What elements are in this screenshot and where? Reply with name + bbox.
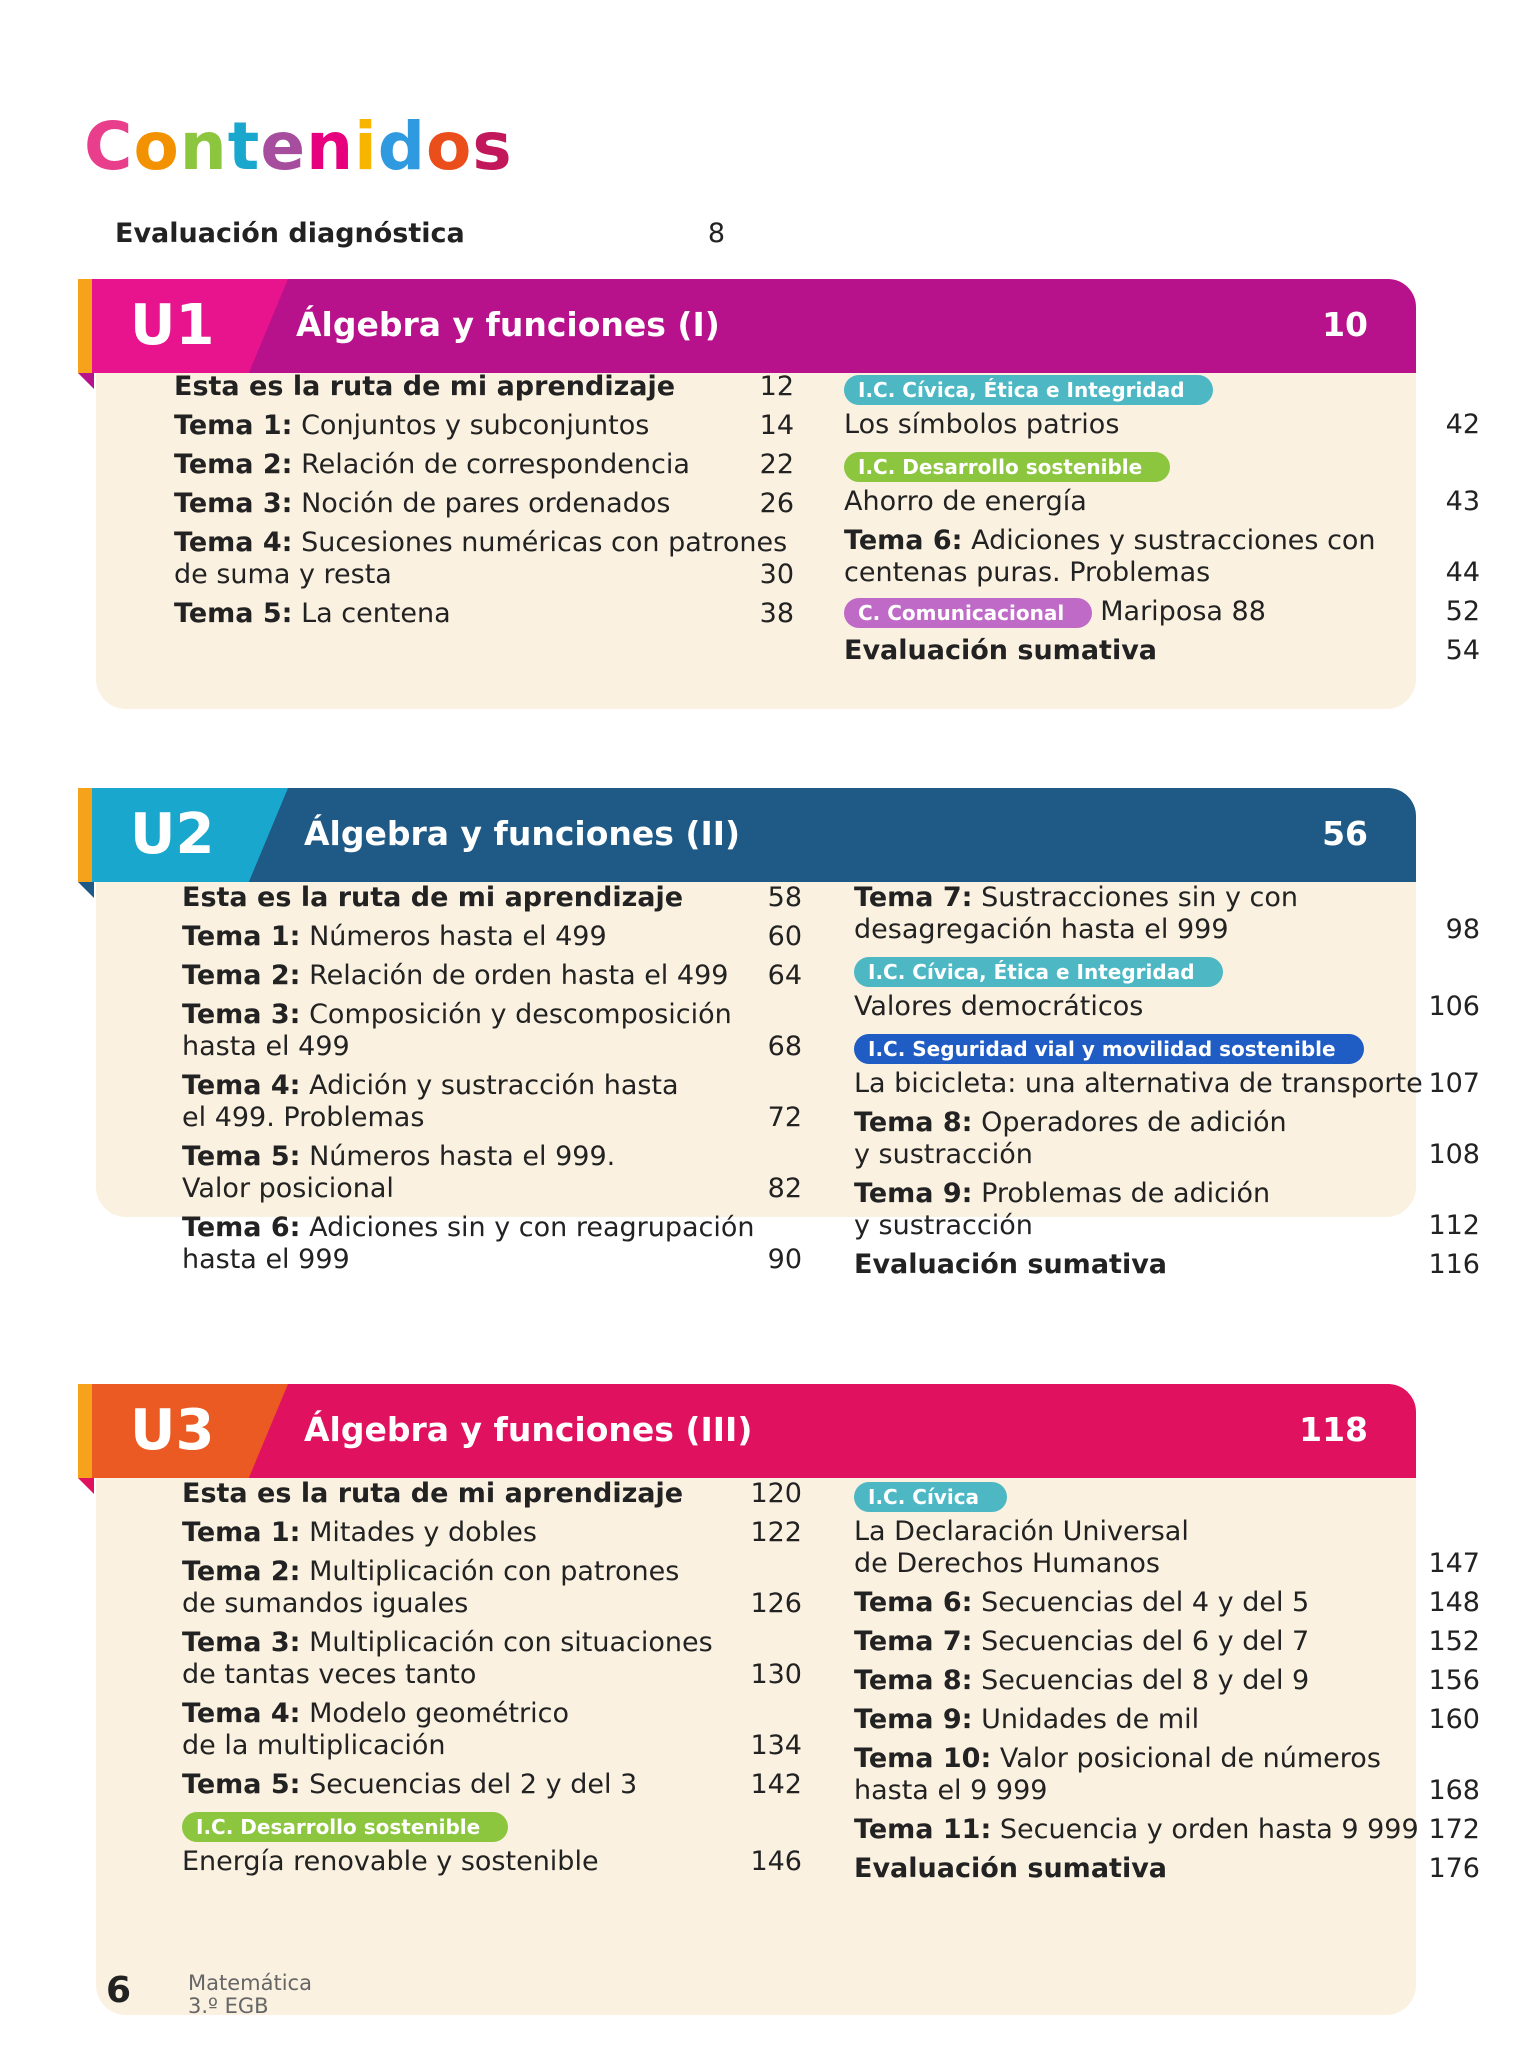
entry-label: Tema 5: xyxy=(182,1769,301,1800)
entry-page: 146 xyxy=(750,1846,802,1877)
footer-grade: 3.º EGB xyxy=(188,1994,269,2018)
page-number: 6 xyxy=(106,1970,132,2011)
entry-text-continued: y sustracción xyxy=(854,1210,1033,1241)
entry-page: 126 xyxy=(750,1588,802,1619)
unit-page: 10 xyxy=(1322,305,1368,344)
entry-page: 90 xyxy=(767,1244,802,1275)
toc-entry[interactable] xyxy=(174,527,794,591)
entry-label: Tema 3: xyxy=(174,488,293,519)
entry-label: Evaluación sumativa xyxy=(854,1249,1168,1280)
toc-entry[interactable] xyxy=(854,1107,1480,1171)
toc-entry[interactable] xyxy=(182,1478,802,1510)
entry-page: 160 xyxy=(1428,1704,1480,1735)
entry-label: Tema 8: xyxy=(854,1665,973,1696)
entry-text: Sustracciones sin y con xyxy=(972,882,1299,913)
entry-text: Adiciones y sustracciones con xyxy=(962,525,1376,556)
category-badge: I.C. Cívica, Ética e Integridad xyxy=(854,957,1223,987)
entry-page: 112 xyxy=(1428,1210,1480,1241)
toc-entry[interactable] xyxy=(854,1814,1480,1846)
title-letter: d xyxy=(377,108,426,185)
entry-page: 52 xyxy=(1445,596,1480,627)
category-badge: I.C. Desarrollo sostenible xyxy=(844,452,1170,482)
toc-entry[interactable] xyxy=(844,525,1480,589)
entry-text-continued: de la multiplicación xyxy=(182,1730,446,1761)
entry-text-continued: hasta el 999 xyxy=(182,1244,350,1275)
entry-text: Secuencias del 6 y del 7 xyxy=(972,1626,1310,1657)
footer-subject: Matemática xyxy=(188,1971,312,1995)
toc-entry[interactable] xyxy=(182,999,802,1063)
unit-fold xyxy=(78,882,94,898)
title-letter: e xyxy=(260,108,307,185)
entry-page: 148 xyxy=(1428,1587,1480,1618)
toc-entry[interactable] xyxy=(854,1587,1480,1619)
toc-entry[interactable] xyxy=(182,1212,802,1276)
entry-page: 82 xyxy=(767,1173,802,1204)
entry-page: 130 xyxy=(750,1659,802,1690)
toc-entry[interactable] xyxy=(854,1249,1480,1281)
toc-entry[interactable] xyxy=(182,1141,802,1205)
entry-text: La bicicleta: una alternativa de transporte xyxy=(854,1068,1423,1099)
entry-text-continued: Valor posicional xyxy=(182,1173,394,1204)
entry-text: Mitades y dobles xyxy=(300,1517,537,1548)
toc-entry[interactable] xyxy=(182,921,802,953)
entry-page: 60 xyxy=(767,921,802,952)
entry-page: 107 xyxy=(1428,1068,1480,1099)
entry-label: Tema 4: xyxy=(182,1698,301,1729)
toc-entry[interactable] xyxy=(174,371,794,403)
entry-page: 12 xyxy=(759,371,794,402)
entry-page: 22 xyxy=(759,449,794,480)
entry-text: Multiplicación con patrones xyxy=(300,1556,680,1587)
toc-entry[interactable] xyxy=(854,1743,1480,1807)
entry-text: Unidades de mil xyxy=(972,1704,1200,1735)
entry-text: Secuencias del 8 y del 9 xyxy=(972,1665,1310,1696)
unit-section-u1 xyxy=(78,279,1480,709)
toc-entry[interactable] xyxy=(854,1704,1480,1736)
entry-page: 172 xyxy=(1428,1814,1480,1845)
entry-text: Secuencias del 4 y del 5 xyxy=(972,1587,1310,1618)
entry-text: La centena xyxy=(292,598,451,629)
entry-page: 72 xyxy=(767,1102,802,1133)
entry-label: Tema 1: xyxy=(182,921,301,952)
entry-label: Tema 1: xyxy=(174,410,293,441)
entry-label: Tema 4: xyxy=(174,527,293,558)
title-letter: i xyxy=(354,108,378,185)
entry-label: Esta es la ruta de mi aprendizaje xyxy=(174,371,676,402)
entry-page: 30 xyxy=(759,559,794,590)
entry-label: Tema 4: xyxy=(182,1070,301,1101)
entry-label: Tema 6: xyxy=(854,1587,973,1618)
entry-label: Tema 5: xyxy=(174,598,293,629)
entry-page: 68 xyxy=(767,1031,802,1062)
toc-entry[interactable] xyxy=(844,596,1480,628)
page-title xyxy=(84,108,513,185)
unit-fold xyxy=(78,373,94,389)
entry-label: Tema 10: xyxy=(854,1743,992,1774)
toc-entry[interactable] xyxy=(844,635,1480,667)
entry-label: Tema 9: xyxy=(854,1704,973,1735)
category-badge: I.C. Desarrollo sostenible xyxy=(182,1812,508,1842)
entry-page: 54 xyxy=(1445,635,1480,666)
toc-entry[interactable] xyxy=(174,410,794,442)
toc-entry[interactable] xyxy=(182,1556,802,1620)
toc-entry[interactable] xyxy=(854,1068,1480,1100)
entry-text-continued: de Derechos Humanos xyxy=(854,1548,1160,1579)
title-letter: t xyxy=(227,108,261,185)
entry-text-continued: hasta el 499 xyxy=(182,1031,350,1062)
unit-fold xyxy=(78,1478,94,1494)
title-letter: n xyxy=(306,108,355,185)
title-letter: C xyxy=(84,108,134,185)
title-letter: o xyxy=(425,108,473,185)
entry-text-continued: de suma y resta xyxy=(174,559,392,590)
entry-label: Tema 8: xyxy=(854,1107,973,1138)
entry-page: 43 xyxy=(1445,486,1480,517)
entry-text: La Declaración Universal xyxy=(854,1516,1189,1547)
entry-text: Relación de correspondencia xyxy=(292,449,690,480)
entry-page: 134 xyxy=(750,1730,802,1761)
entry-text: Mariposa 88 xyxy=(1100,596,1266,627)
entry-text: Conjuntos y subconjuntos xyxy=(292,410,650,441)
entry-label: Tema 9: xyxy=(854,1178,973,1209)
entry-label: Esta es la ruta de mi aprendizaje xyxy=(182,882,684,913)
entry-text-continued: de tantas veces tanto xyxy=(182,1659,477,1690)
unit-title: Álgebra y funciones (I) xyxy=(296,305,720,344)
entry-label: Tema 6: xyxy=(182,1212,301,1243)
toc-entry[interactable] xyxy=(174,449,794,481)
entry-text-continued: el 499. Problemas xyxy=(182,1102,425,1133)
entry-label: Esta es la ruta de mi aprendizaje xyxy=(182,1478,684,1509)
entry-text-continued: hasta el 9 999 xyxy=(854,1775,1048,1806)
entry-page: 168 xyxy=(1428,1775,1480,1806)
toc-entry[interactable] xyxy=(174,488,794,520)
toc-entry[interactable] xyxy=(182,960,802,992)
toc-entry[interactable] xyxy=(854,991,1480,1023)
entry-page: 44 xyxy=(1445,557,1480,588)
category-badge: I.C. Cívica, Ética e Integridad xyxy=(844,375,1213,405)
unit-title: Álgebra y funciones (III) xyxy=(304,1410,753,1449)
diagnostic-entry[interactable] xyxy=(115,218,725,249)
toc-entry[interactable] xyxy=(854,882,1480,946)
entry-page: 38 xyxy=(759,598,794,629)
toc-entry[interactable] xyxy=(854,1665,1480,1697)
category-badge: I.C. Seguridad vial y movilidad sostenible xyxy=(854,1034,1364,1064)
entry-text: Problemas de adición xyxy=(972,1178,1271,1209)
entry-page: 42 xyxy=(1445,409,1480,440)
toc-entry[interactable] xyxy=(854,1853,1480,1885)
toc-entry[interactable] xyxy=(182,1698,802,1762)
entry-text: Secuencia y orden hasta 9 999 xyxy=(991,1814,1419,1845)
entry-page: 156 xyxy=(1428,1665,1480,1696)
entry-label: Tema 2: xyxy=(182,1556,301,1587)
entry-text: Valor posicional de números xyxy=(991,1743,1381,1774)
footer-info xyxy=(188,1972,312,2018)
entry-page: 98 xyxy=(1445,914,1480,945)
entry-text: Operadores de adición xyxy=(972,1107,1287,1138)
entry-label: Tema 7: xyxy=(854,882,973,913)
unit-code: U3 xyxy=(130,1398,215,1463)
entry-page: 142 xyxy=(750,1769,802,1800)
diagnostic-label: Evaluación diagnóstica xyxy=(115,218,465,249)
unit-page: 118 xyxy=(1299,1410,1368,1449)
entry-text: Los símbolos patrios xyxy=(844,409,1120,440)
entry-text-continued: de sumandos iguales xyxy=(182,1588,469,1619)
toc-entry[interactable] xyxy=(844,409,1480,441)
toc-entry[interactable] xyxy=(182,1070,802,1134)
entry-text: Números hasta el 999. xyxy=(300,1141,616,1172)
entry-label: Tema 2: xyxy=(174,449,293,480)
entry-label: Evaluación sumativa xyxy=(854,1853,1168,1884)
category-badge: C. Comunicacional xyxy=(844,598,1092,628)
toc-entry[interactable] xyxy=(854,1178,1480,1242)
title-letter: o xyxy=(133,108,180,185)
title-letter: n xyxy=(179,108,228,185)
entry-text: Composición y descomposición xyxy=(300,999,732,1030)
entry-text: Relación de orden hasta el 499 xyxy=(300,960,729,991)
unit-code: U2 xyxy=(130,802,215,867)
entry-page: 152 xyxy=(1428,1626,1480,1657)
toc-entry[interactable] xyxy=(182,1517,802,1549)
entry-page: 122 xyxy=(750,1517,802,1548)
entry-page: 58 xyxy=(767,882,802,913)
unit-section-u3 xyxy=(78,1384,1480,2015)
entry-text: Modelo geométrico xyxy=(300,1698,569,1729)
toc-entry[interactable] xyxy=(854,1516,1480,1580)
unit-code: U1 xyxy=(130,293,215,358)
toc-entry[interactable] xyxy=(182,882,802,914)
entry-text-continued: y sustracción xyxy=(854,1139,1033,1170)
entry-text: Números hasta el 499 xyxy=(300,921,607,952)
toc-entry[interactable] xyxy=(182,1846,802,1878)
entry-page: 106 xyxy=(1428,991,1480,1022)
entry-page: 26 xyxy=(759,488,794,519)
entry-page: 64 xyxy=(767,960,802,991)
title-letter: s xyxy=(472,108,513,185)
entry-text-continued: centenas puras. Problemas xyxy=(844,557,1211,588)
entry-label: Tema 6: xyxy=(844,525,963,556)
entry-page: 108 xyxy=(1428,1139,1480,1170)
entry-label: Tema 11: xyxy=(854,1814,992,1845)
entry-text-continued: desagregación hasta el 999 xyxy=(854,914,1229,945)
entry-label: Tema 3: xyxy=(182,999,301,1030)
entry-text: Multiplicación con situaciones xyxy=(300,1627,713,1658)
entry-label: Tema 3: xyxy=(182,1627,301,1658)
diagnostic-page: 8 xyxy=(707,218,725,249)
category-badge: I.C. Cívica xyxy=(854,1482,1007,1512)
unit-page: 56 xyxy=(1322,814,1368,853)
entry-page: 120 xyxy=(750,1478,802,1509)
entry-label: Tema 2: xyxy=(182,960,301,991)
unit-title: Álgebra y funciones (II) xyxy=(304,814,741,853)
entry-text: Ahorro de energía xyxy=(844,486,1087,517)
toc-entry[interactable] xyxy=(174,598,794,630)
entry-page: 14 xyxy=(759,410,794,441)
entry-text: Secuencias del 2 y del 3 xyxy=(300,1769,638,1800)
entry-label: Tema 5: xyxy=(182,1141,301,1172)
entry-text: Energía renovable y sostenible xyxy=(182,1846,599,1877)
toc-entry[interactable] xyxy=(854,1626,1480,1658)
entry-label: Tema 1: xyxy=(182,1517,301,1548)
entry-text: Adición y sustracción hasta xyxy=(300,1070,679,1101)
toc-entry[interactable] xyxy=(182,1627,802,1691)
entry-label: Tema 7: xyxy=(854,1626,973,1657)
unit-section-u2 xyxy=(78,788,1480,1280)
entry-text: Valores democráticos xyxy=(854,991,1144,1022)
entry-text: Noción de pares ordenados xyxy=(292,488,671,519)
entry-text: Adiciones sin y con reagrupación xyxy=(300,1212,755,1243)
entry-text: Sucesiones numéricas con patrones xyxy=(292,527,788,558)
entry-page: 116 xyxy=(1428,1249,1480,1280)
entry-page: 176 xyxy=(1428,1853,1480,1884)
toc-entry[interactable] xyxy=(844,486,1480,518)
entry-page: 147 xyxy=(1428,1548,1480,1579)
toc-entry[interactable] xyxy=(182,1769,802,1801)
entry-label: Evaluación sumativa xyxy=(844,635,1158,666)
